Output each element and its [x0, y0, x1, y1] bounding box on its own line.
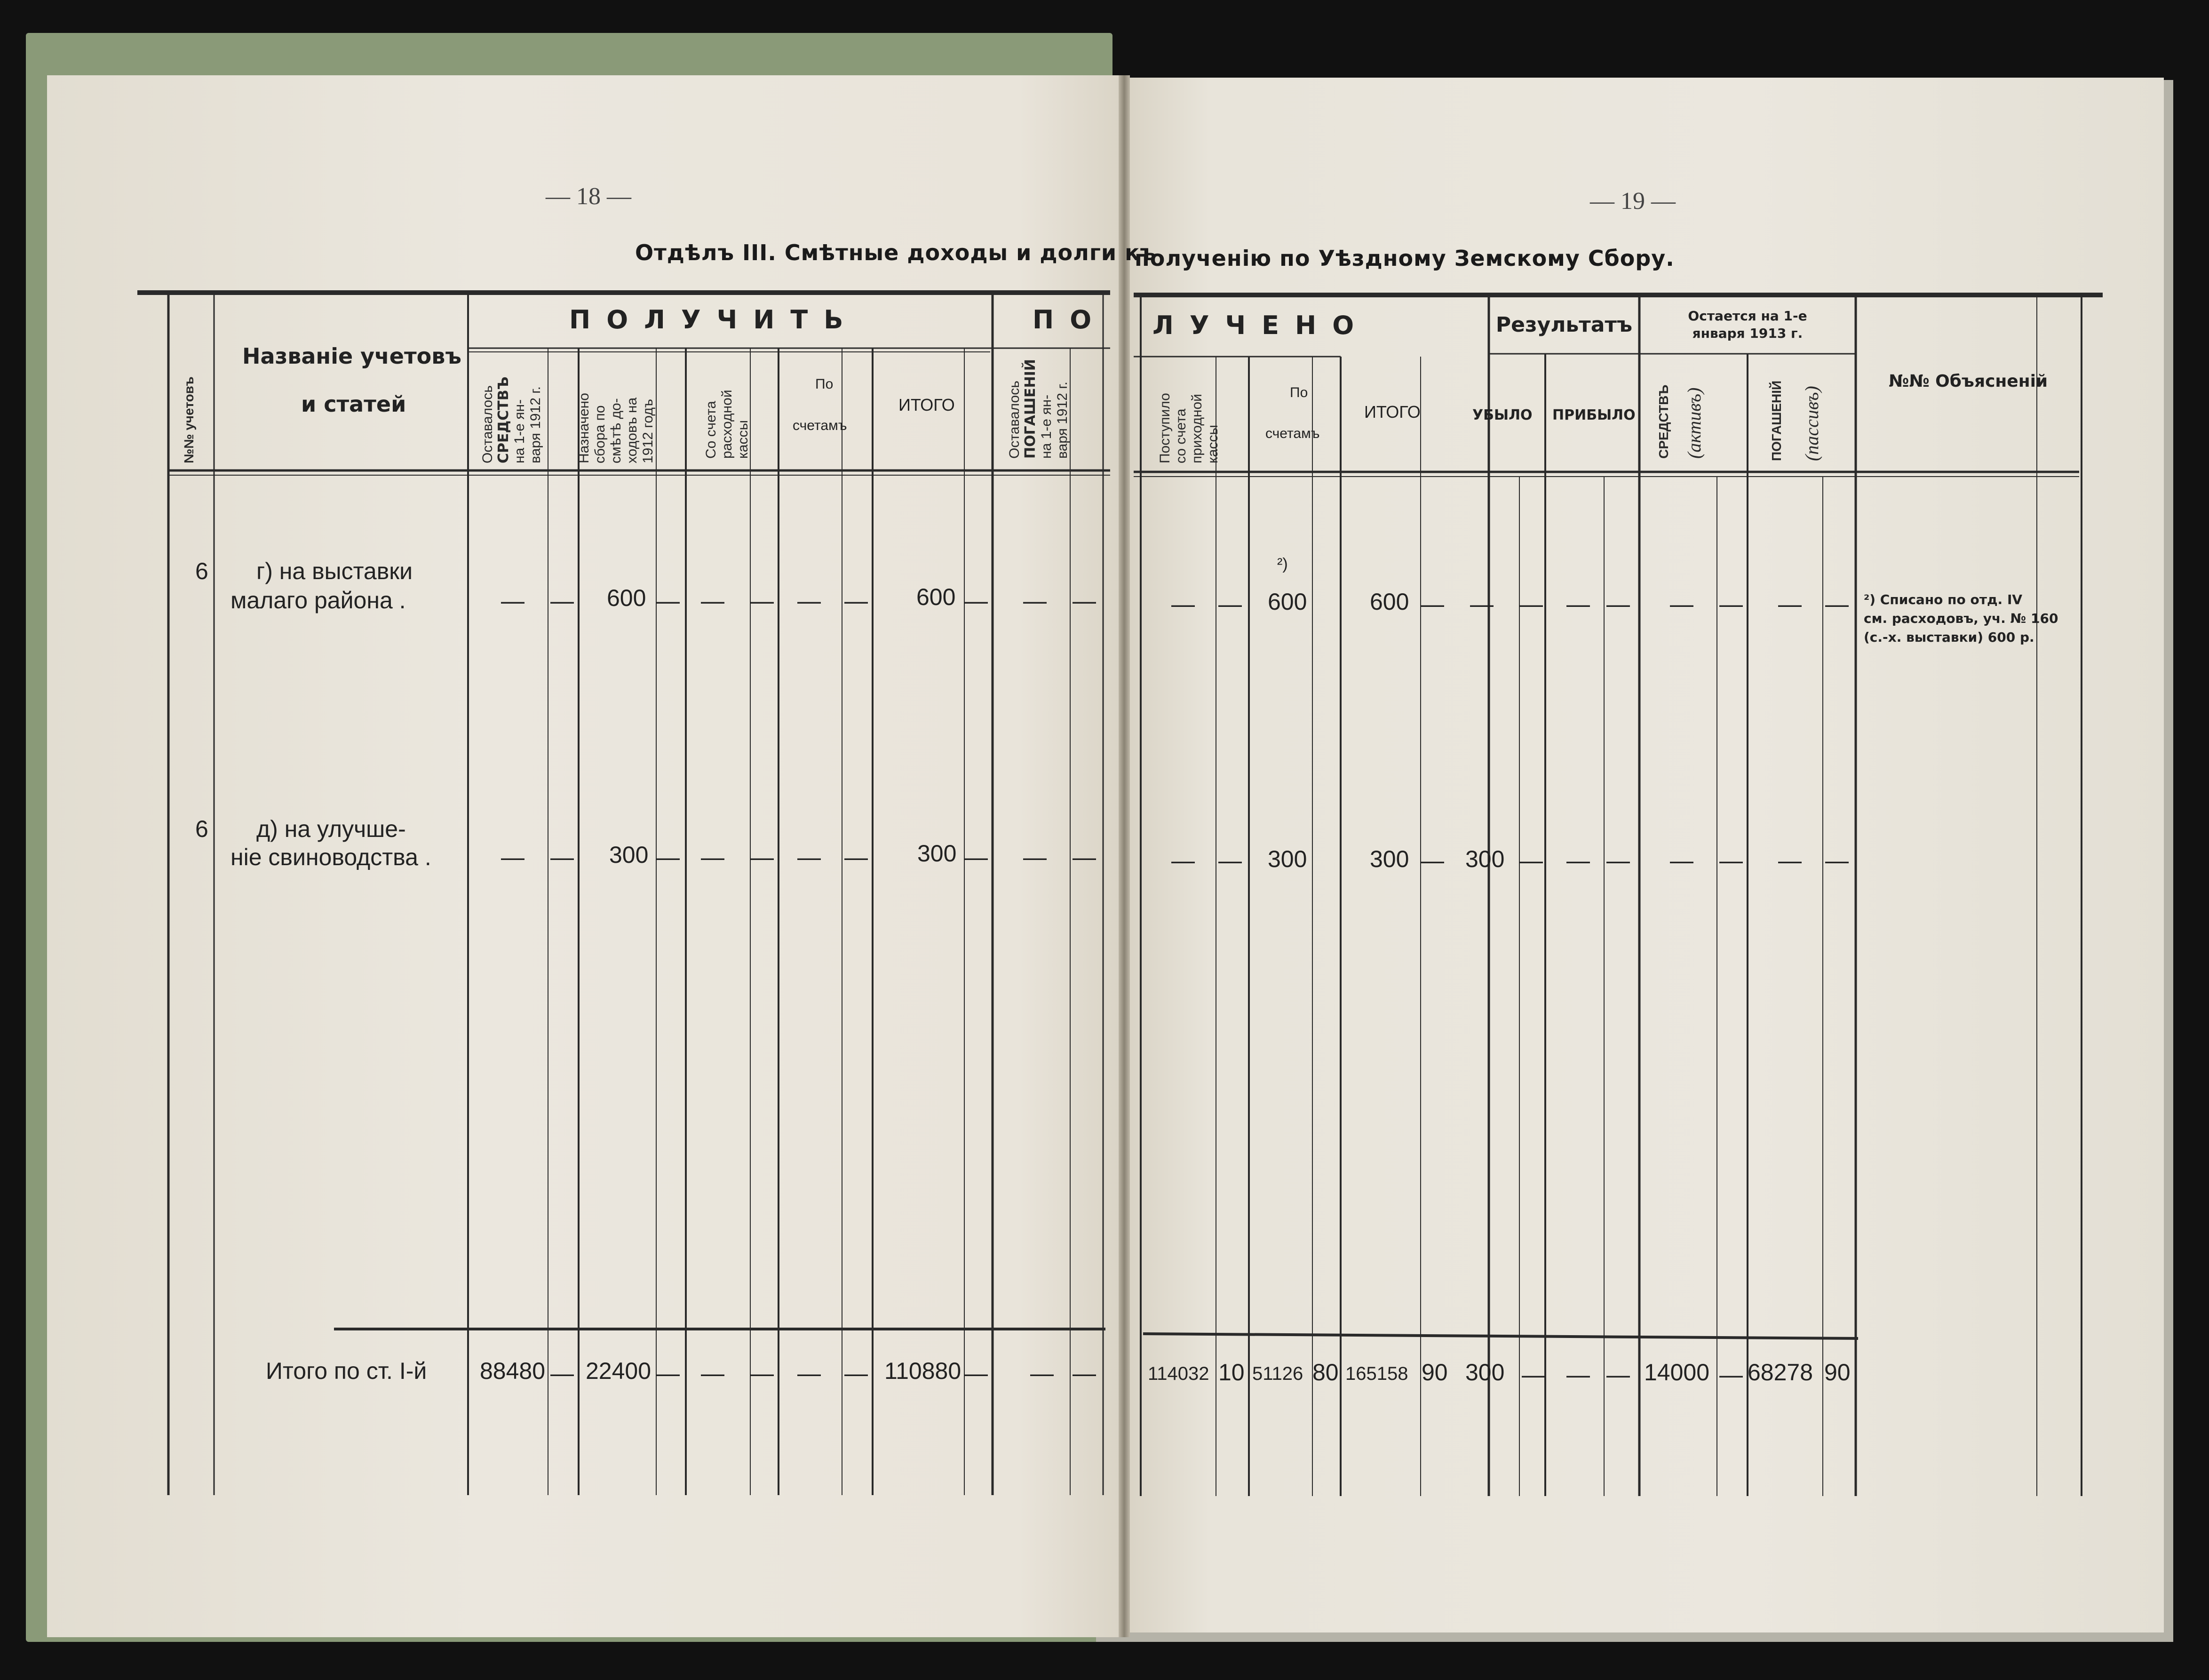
section-title-left: Отдѣлъ III. Смѣтные доходы и долги къ	[635, 240, 1157, 265]
footnote-line2: см. расходовъ, уч. № 160	[1864, 611, 2058, 626]
row1-dash-11: —	[1171, 591, 1195, 617]
total-dash-10: —	[1522, 1362, 1545, 1388]
row2-ubylo: 300	[1465, 846, 1505, 872]
row2-dash-7: —	[844, 844, 868, 870]
row1-dash-10: —	[1073, 588, 1096, 614]
row1-number: 6	[195, 558, 208, 584]
total-sredstv: 14000	[1644, 1359, 1710, 1385]
total-dash-8: —	[1030, 1360, 1054, 1386]
footnote-explanation	[1864, 590, 2058, 647]
header-obyasneniy: №№ Объясненій	[1889, 372, 2048, 391]
header-ostaetsya-line2: января 1913 г.	[1692, 326, 1803, 341]
total-dash-9: —	[1073, 1360, 1096, 1386]
header-itogo-1: ИТОГО	[898, 395, 955, 414]
row2-naznacheno: 300	[609, 842, 649, 868]
total-label: Итого по ст. I-й	[266, 1358, 427, 1384]
row2-dash-20: —	[1825, 847, 1849, 874]
total-pogash-kop: 90	[1824, 1359, 1851, 1385]
row1-dash-18: —	[1670, 591, 1693, 617]
total-itogo-p: 110880	[884, 1358, 961, 1384]
header-sredstv: СРЕДСТВЪ	[1656, 384, 1671, 459]
total-dash-11: —	[1566, 1362, 1590, 1388]
row1-naznacheno: 600	[607, 585, 646, 611]
header-ubylo: УБЫЛО	[1472, 407, 1533, 423]
header-po-schetam-2b: счетамъ	[1265, 426, 1320, 441]
footnote-line3: (с.-х. выставки) 600 р.	[1864, 629, 2034, 645]
page-number-right: — 19 —	[1590, 188, 1676, 215]
row1-dash-9: —	[1023, 588, 1047, 614]
row1-dash-8: —	[964, 588, 988, 614]
header-postupilo: Поступило со счета приходной кассы	[1157, 393, 1221, 463]
header-aktiv: (активъ)	[1684, 387, 1705, 459]
row2-dash-17: —	[1670, 847, 1693, 874]
row1-dash-20: —	[1778, 591, 1802, 617]
row2-dash-1: —	[501, 844, 524, 870]
row2-dash-4: —	[701, 844, 724, 870]
total-dash-5: —	[797, 1360, 821, 1386]
row1-dash-5: —	[750, 588, 774, 614]
header-so-scheta-rashodnoy: Со счета расходной кассы	[703, 390, 751, 459]
page-number-left: — 18 —	[546, 183, 631, 210]
row2-name-line2: ніе свиноводства .	[230, 844, 431, 870]
row2-dash-15: —	[1566, 847, 1590, 874]
row2-dash-8: —	[964, 844, 988, 870]
total-dash-2: —	[656, 1360, 680, 1386]
header-poluchit: ПОЛУЧИТЬ	[569, 305, 859, 334]
row2-dash-9: —	[1023, 844, 1047, 870]
row2-itogo-p: 300	[917, 840, 957, 867]
header-accounts-number: №№ учетовъ	[182, 376, 196, 463]
total-postupilo-kop: 10	[1218, 1359, 1245, 1385]
header-po-schetam-1b: счетамъ	[793, 418, 847, 433]
row1-dash-16: —	[1566, 591, 1590, 617]
row2-dash-14: —	[1519, 847, 1543, 874]
row2-number: 6	[195, 816, 208, 842]
total-dash-13: —	[1719, 1362, 1743, 1388]
row1-name-line1: г) на выставки	[256, 558, 413, 584]
row1-dash-3: —	[656, 588, 680, 614]
row2-dash-2: —	[550, 844, 574, 870]
row1-dash-19: —	[1719, 591, 1743, 617]
header-ostavalos-sredstv: Оставалось СРЕДСТВЪ на 1-е ян- варя 1912 г.	[480, 376, 543, 463]
row2-dash-3: —	[656, 844, 680, 870]
row1-itogo-l: 600	[1370, 589, 1409, 615]
row2-dash-10: —	[1073, 844, 1096, 870]
header-lucheno: ЛУЧЕНО	[1152, 311, 1370, 340]
row1-dash-21: —	[1825, 591, 1849, 617]
total-naznacheno: 22400	[586, 1358, 652, 1384]
header-rezultat: Результатъ	[1495, 313, 1633, 337]
row2-itogo-l: 300	[1370, 846, 1409, 872]
row1-dash-4: —	[701, 588, 724, 614]
row2-dash-12: —	[1218, 847, 1242, 874]
header-po-schetam-2a: По	[1290, 385, 1308, 400]
row2-dash-5: —	[750, 844, 774, 870]
row2-dash-19: —	[1778, 847, 1802, 874]
row2-name-line1: д) на улучше-	[256, 816, 406, 842]
total-itogo-l-kop: 90	[1422, 1359, 1448, 1385]
header-ostavalos-pogasheniy: Оставалось ПОГАШЕНІЙ на 1-е ян- варя 1912 г.	[1007, 359, 1070, 459]
header-po-schetam-1a: По	[815, 376, 834, 392]
row1-name-line2: малаго района .	[230, 587, 406, 613]
row1-itogo-p: 600	[916, 584, 956, 610]
total-postupilo: 114032	[1148, 1363, 1209, 1384]
header-pogasheniy: ПОГАШЕНІЙ	[1769, 380, 1784, 461]
header-itogo-2: ИТОГО	[1364, 402, 1421, 422]
row2-dash-13: —	[1421, 847, 1444, 874]
total-dash-4: —	[750, 1360, 774, 1386]
total-dash-7: —	[964, 1360, 988, 1386]
total-po-schetam-kop: 80	[1312, 1359, 1339, 1385]
header-ostaetsya-line1: Остается на 1-е	[1688, 308, 1807, 324]
row1-dash-17: —	[1606, 591, 1630, 617]
row1-dash-14: —	[1470, 591, 1494, 617]
total-dash-3: —	[701, 1360, 724, 1386]
row1-dash-15: —	[1519, 591, 1543, 617]
row2-dash-11: —	[1171, 847, 1195, 874]
row1-dash-7: —	[844, 588, 868, 614]
total-pogash: 68278	[1748, 1359, 1813, 1385]
row1-dash-6: —	[797, 588, 821, 614]
row2-dash-18: —	[1719, 847, 1743, 874]
header-passiv: (пассивъ)	[1801, 386, 1822, 461]
header-naznacheno: Назначено сбора по смѣтѣ до- ходовъ на 1912 годъ	[576, 393, 656, 463]
section-title-right: полученію по Уѣздному Земскому Сбору.	[1135, 246, 1675, 271]
row1-footnote-mark: ²)	[1277, 555, 1288, 573]
row1-dash-12: —	[1218, 591, 1242, 617]
row2-dash-6: —	[797, 844, 821, 870]
row2-po-schetam: 300	[1268, 846, 1307, 872]
total-ostavalos: 88480	[480, 1358, 546, 1384]
total-dash-12: —	[1606, 1362, 1630, 1388]
row1-dash-13: —	[1421, 591, 1444, 617]
row1-dash-1: —	[501, 588, 524, 614]
footnote-line1: ²) Списано по отд. IV	[1864, 592, 2023, 607]
total-itogo-l: 165158	[1345, 1363, 1408, 1384]
header-name-line2: и статей	[301, 391, 406, 417]
row1-po-schetam: 600	[1268, 589, 1307, 615]
total-po-schetam: 51126	[1252, 1363, 1303, 1384]
row1-dash-2: —	[550, 588, 574, 614]
header-pribylo: ПРИБЫЛО	[1552, 407, 1636, 423]
header-po: ПО	[1033, 305, 1108, 334]
book-spine	[1119, 75, 1130, 1637]
total-dash-6: —	[844, 1360, 868, 1386]
row2-dash-16: —	[1606, 847, 1630, 874]
total-ubylo: 300	[1465, 1359, 1505, 1385]
total-dash-1: —	[550, 1360, 574, 1386]
header-name-line1: Названіе учетовъ	[242, 343, 461, 369]
